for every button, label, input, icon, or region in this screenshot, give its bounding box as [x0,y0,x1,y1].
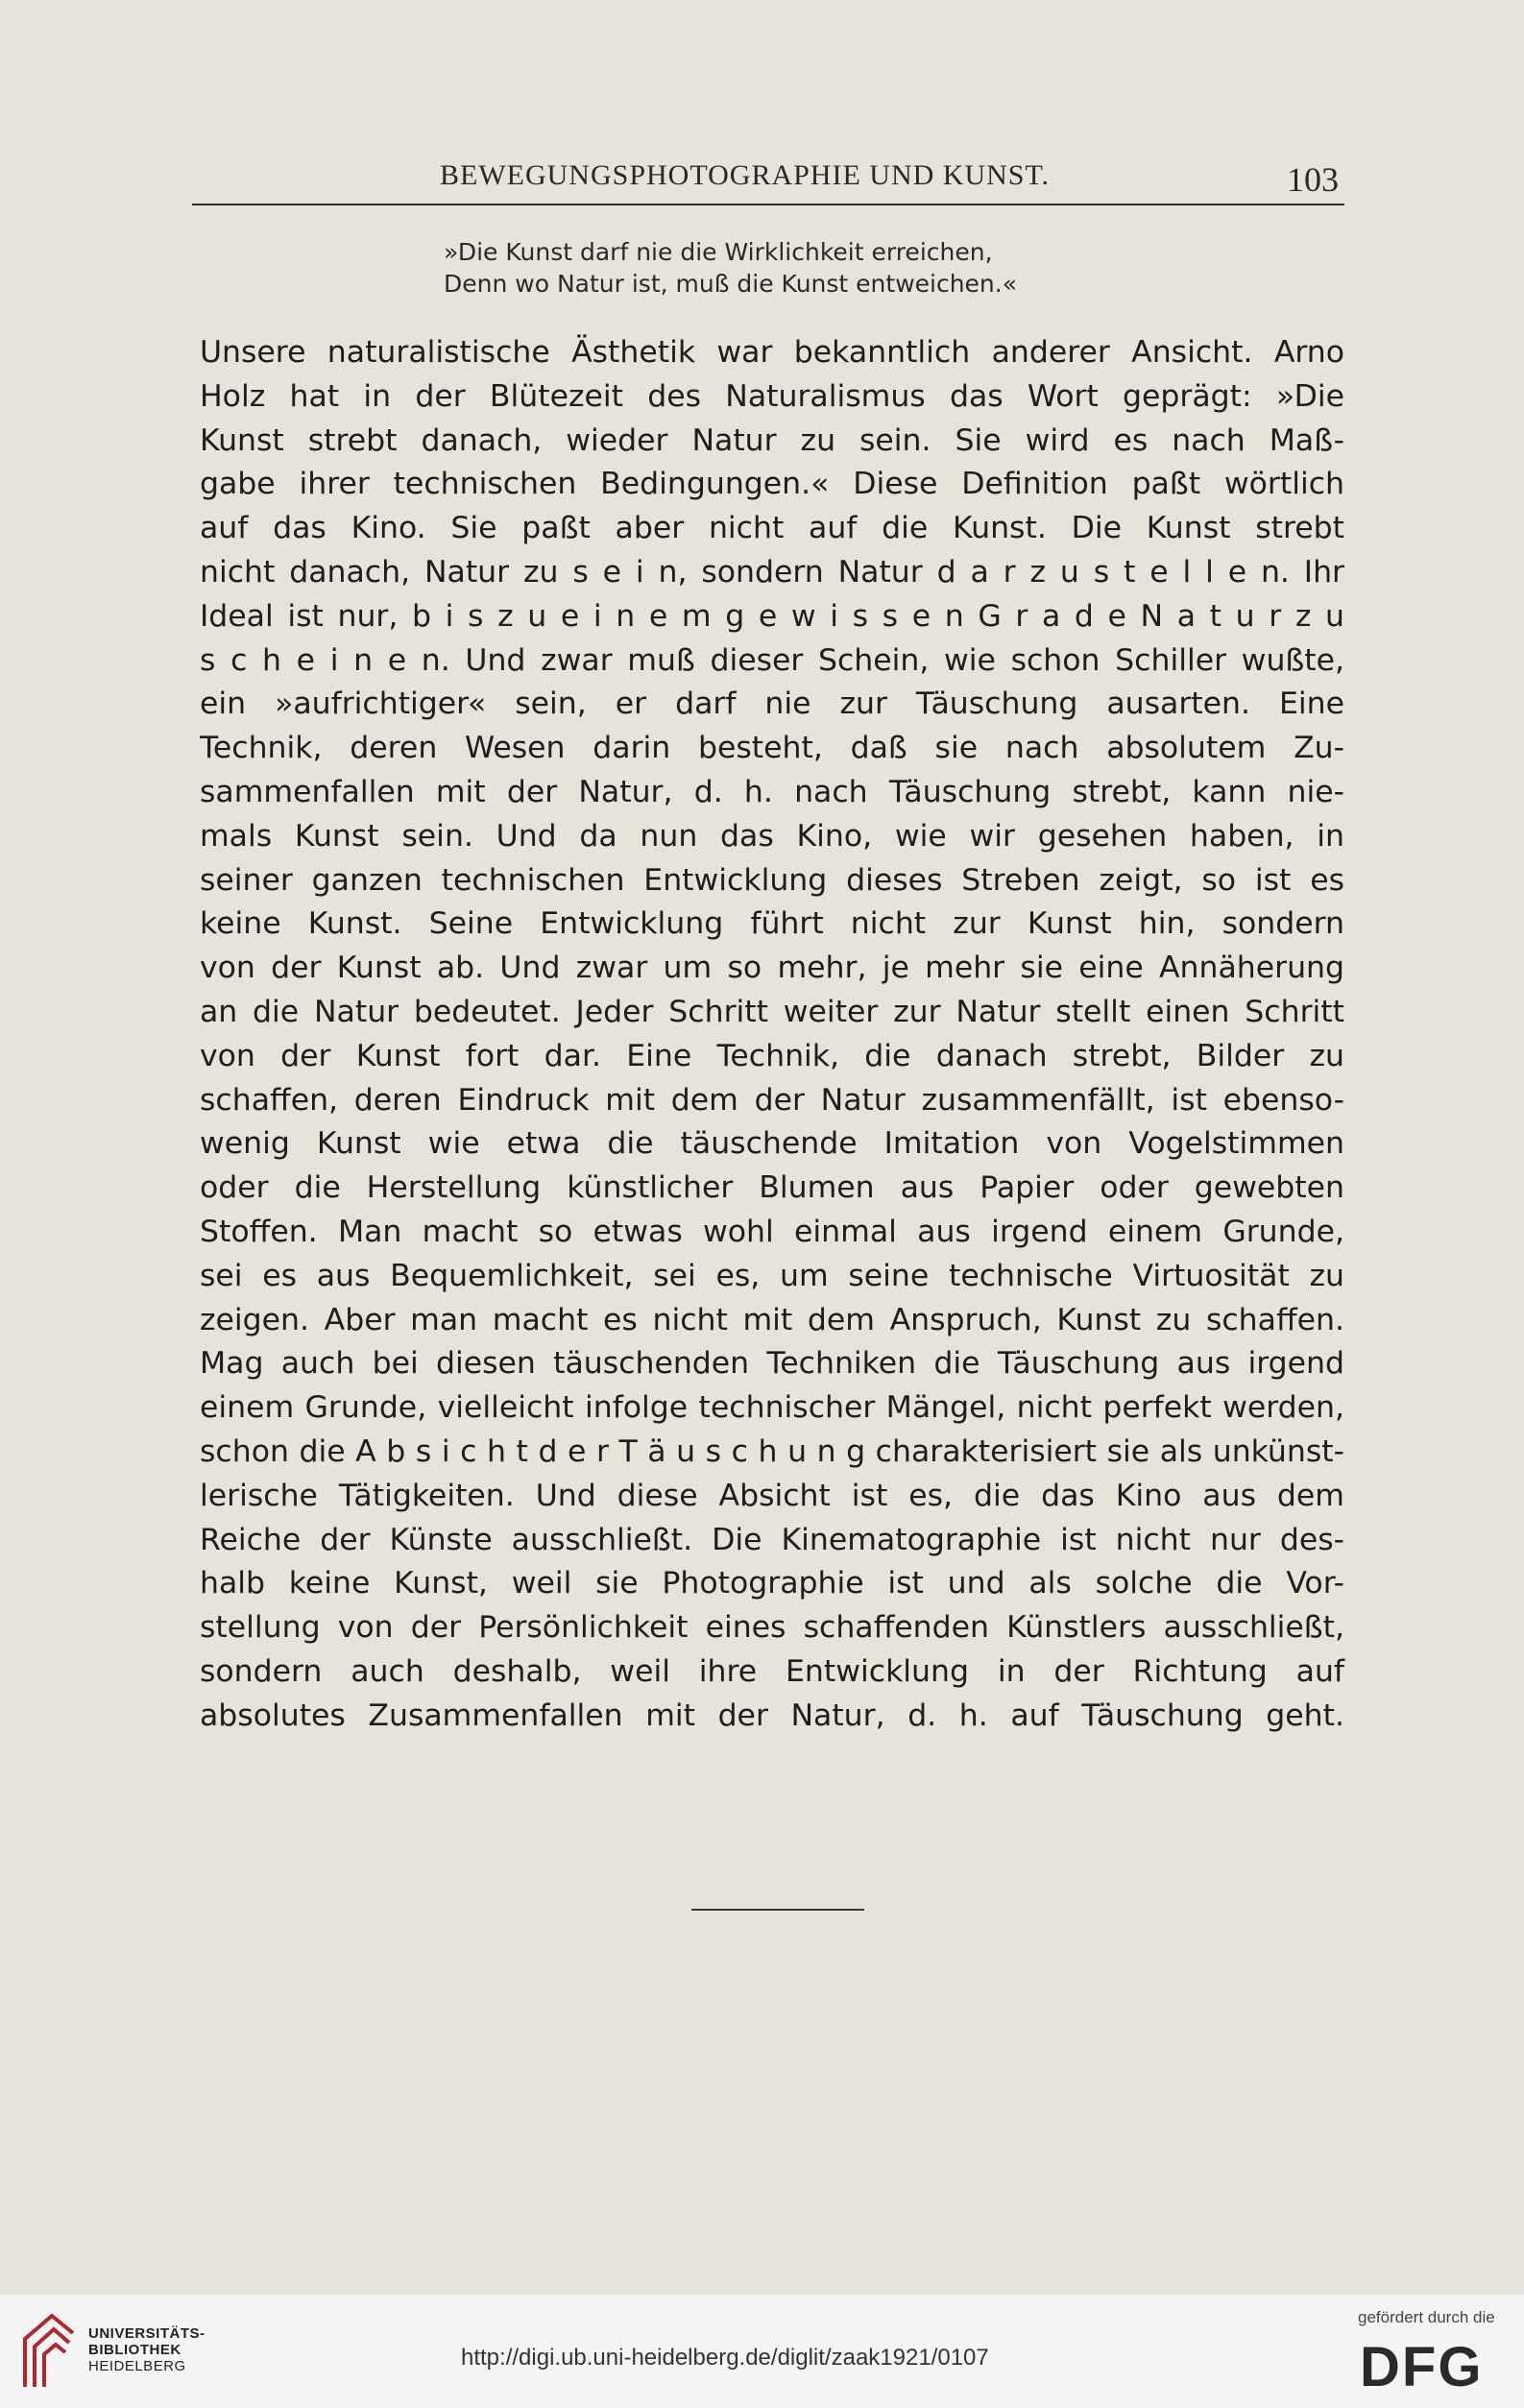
text-line: sammenfallen mit der Natur, d. h. nach Täuschung strebt, kann nie- [200,774,1344,809]
library-name-line: HEIDELBERG [88,2358,186,2374]
text-line: wenig Kunst wie etwa die täuschende Imitation von Vogelstimmen [200,1126,1344,1162]
funded-by-label: gefördert durch die [1358,2308,1495,2326]
permalink-url[interactable]: http://digi.ub.uni-heidelberg.de/diglit/zaak1921/0107 [461,2345,989,2371]
text-line: Holz hat in der Blütezeit des Naturalismus das Wort geprägt: »Die [200,378,1344,414]
text-line: zeigen. Aber man macht es nicht mit dem Anspruch, Kunst zu schaffen. [200,1302,1344,1337]
text-line: gabe ihrer technischen Bedingungen.« Diese Definition paßt wörtlich [200,467,1344,502]
epigraph-line: Denn wo Natur ist, muß die Kunst entweichen.« [444,270,1018,298]
text-line: einem Grunde, vielleicht infolge technischer Mängel, nicht perfekt werden, [200,1390,1344,1426]
text-line: schon die A b s i c h t d e r T ä u s c h u n g charakterisiert sie als unkünst- [200,1433,1344,1469]
text-line: oder die Herstellung künstlicher Blumen aus Papier oder gewebten [200,1170,1344,1206]
text-line: halb keine Kunst, weil sie Photographie ist und als solche die Vor- [200,1566,1344,1601]
page-header [192,154,1344,204]
text-line: lerische Tätigkeiten. Und diese Absicht ist es, die das Kino aus dem [200,1478,1344,1513]
epigraph-line: »Die Kunst darf nie die Wirklichkeit erreichen, [444,238,993,266]
section-separator-rule [691,1909,864,1911]
text-line: von der Kunst ab. Und zwar um so mehr, je mehr sie eine Annäherung [200,951,1344,986]
text-line: keine Kunst. Seine Entwicklung führt nicht zur Kunst hin, sondern [200,906,1344,942]
text-line: mals Kunst sein. Und da nun das Kino, wie wir gesehen haben, in [200,818,1344,854]
body-paragraph [200,331,1344,1739]
text-line: Reiche der Künste ausschließt. Die Kinematographie ist nicht nur des- [200,1522,1344,1557]
text-line: Unsere naturalistische Ästhetik war bekanntlich anderer Ansicht. Arno [200,335,1344,370]
dfg-logo: DFG [1360,2336,1484,2398]
text-line: sondern auch deshalb, weil ihre Entwicklung in der Richtung auf [200,1653,1344,1689]
text-line: stellung von der Persönlichkeit eines schaffenden Künstlers ausschließt, [200,1610,1344,1646]
text-line: absolutes Zusammenfallen mit der Natur, d. h. auf Täuschung geht. [200,1698,1344,1733]
text-line: Stoffen. Man macht so etwas wohl einmal aus irgend einem Grunde, [200,1214,1344,1249]
library-logo-icon [17,2310,81,2393]
running-title: BEWEGUNGSPHOTOGRAPHIE UND KUNST. [440,159,1051,191]
text-line: auf das Kino. Sie paßt aber nicht auf die Kunst. Die Kunst strebt [200,511,1344,546]
text-line: seiner ganzen technischen Entwicklung dieses Streben zeigt, so ist es [200,862,1344,898]
text-line: sei es aus Bequemlichkeit, sei es, um seine technische Virtuosität zu [200,1258,1344,1293]
header-rule [192,204,1344,205]
text-line: an die Natur bedeutet. Jeder Schritt weiter zur Natur stellt einen Schritt [200,994,1344,1029]
library-name-line: BIBLIOTHEK [88,2342,181,2358]
library-name [88,2325,206,2374]
text-line: ein »aufrichtiger« sein, er darf nie zur Täuschung ausarten. Eine [200,686,1344,722]
text-line: s c h e i n e n. Und zwar muß dieser Schein, wie schon Schiller wußte, [200,642,1344,678]
text-line: Ideal ist nur, b i s z u e i n e m g e w i s s e n G r a d e N a t u r z u [200,598,1344,634]
library-name-line: UNIVERSITÄTS- [88,2325,206,2342]
text-line: von der Kunst fort dar. Eine Technik, die danach strebt, Bilder zu [200,1038,1344,1073]
text-line: Kunst strebt danach, wieder Natur zu sein. Sie wird es nach Maß- [200,422,1344,458]
digitization-footer [0,2295,1524,2408]
text-line: Technik, deren Wesen darin besteht, daß sie nach absolutem Zu- [200,731,1344,766]
epigraph [444,236,1231,300]
text-line: schaffen, deren Eindruck mit dem der Natur zusammenfällt, ist ebenso- [200,1082,1344,1118]
text-line: nicht danach, Natur zu s e i n, sondern Natur d a r z u s t e l l e n. Ihr [200,554,1344,590]
text-line: Mag auch bei diesen täuschenden Techniken die Täuschung aus irgend [200,1346,1344,1382]
page-number: 103 [1287,160,1339,199]
